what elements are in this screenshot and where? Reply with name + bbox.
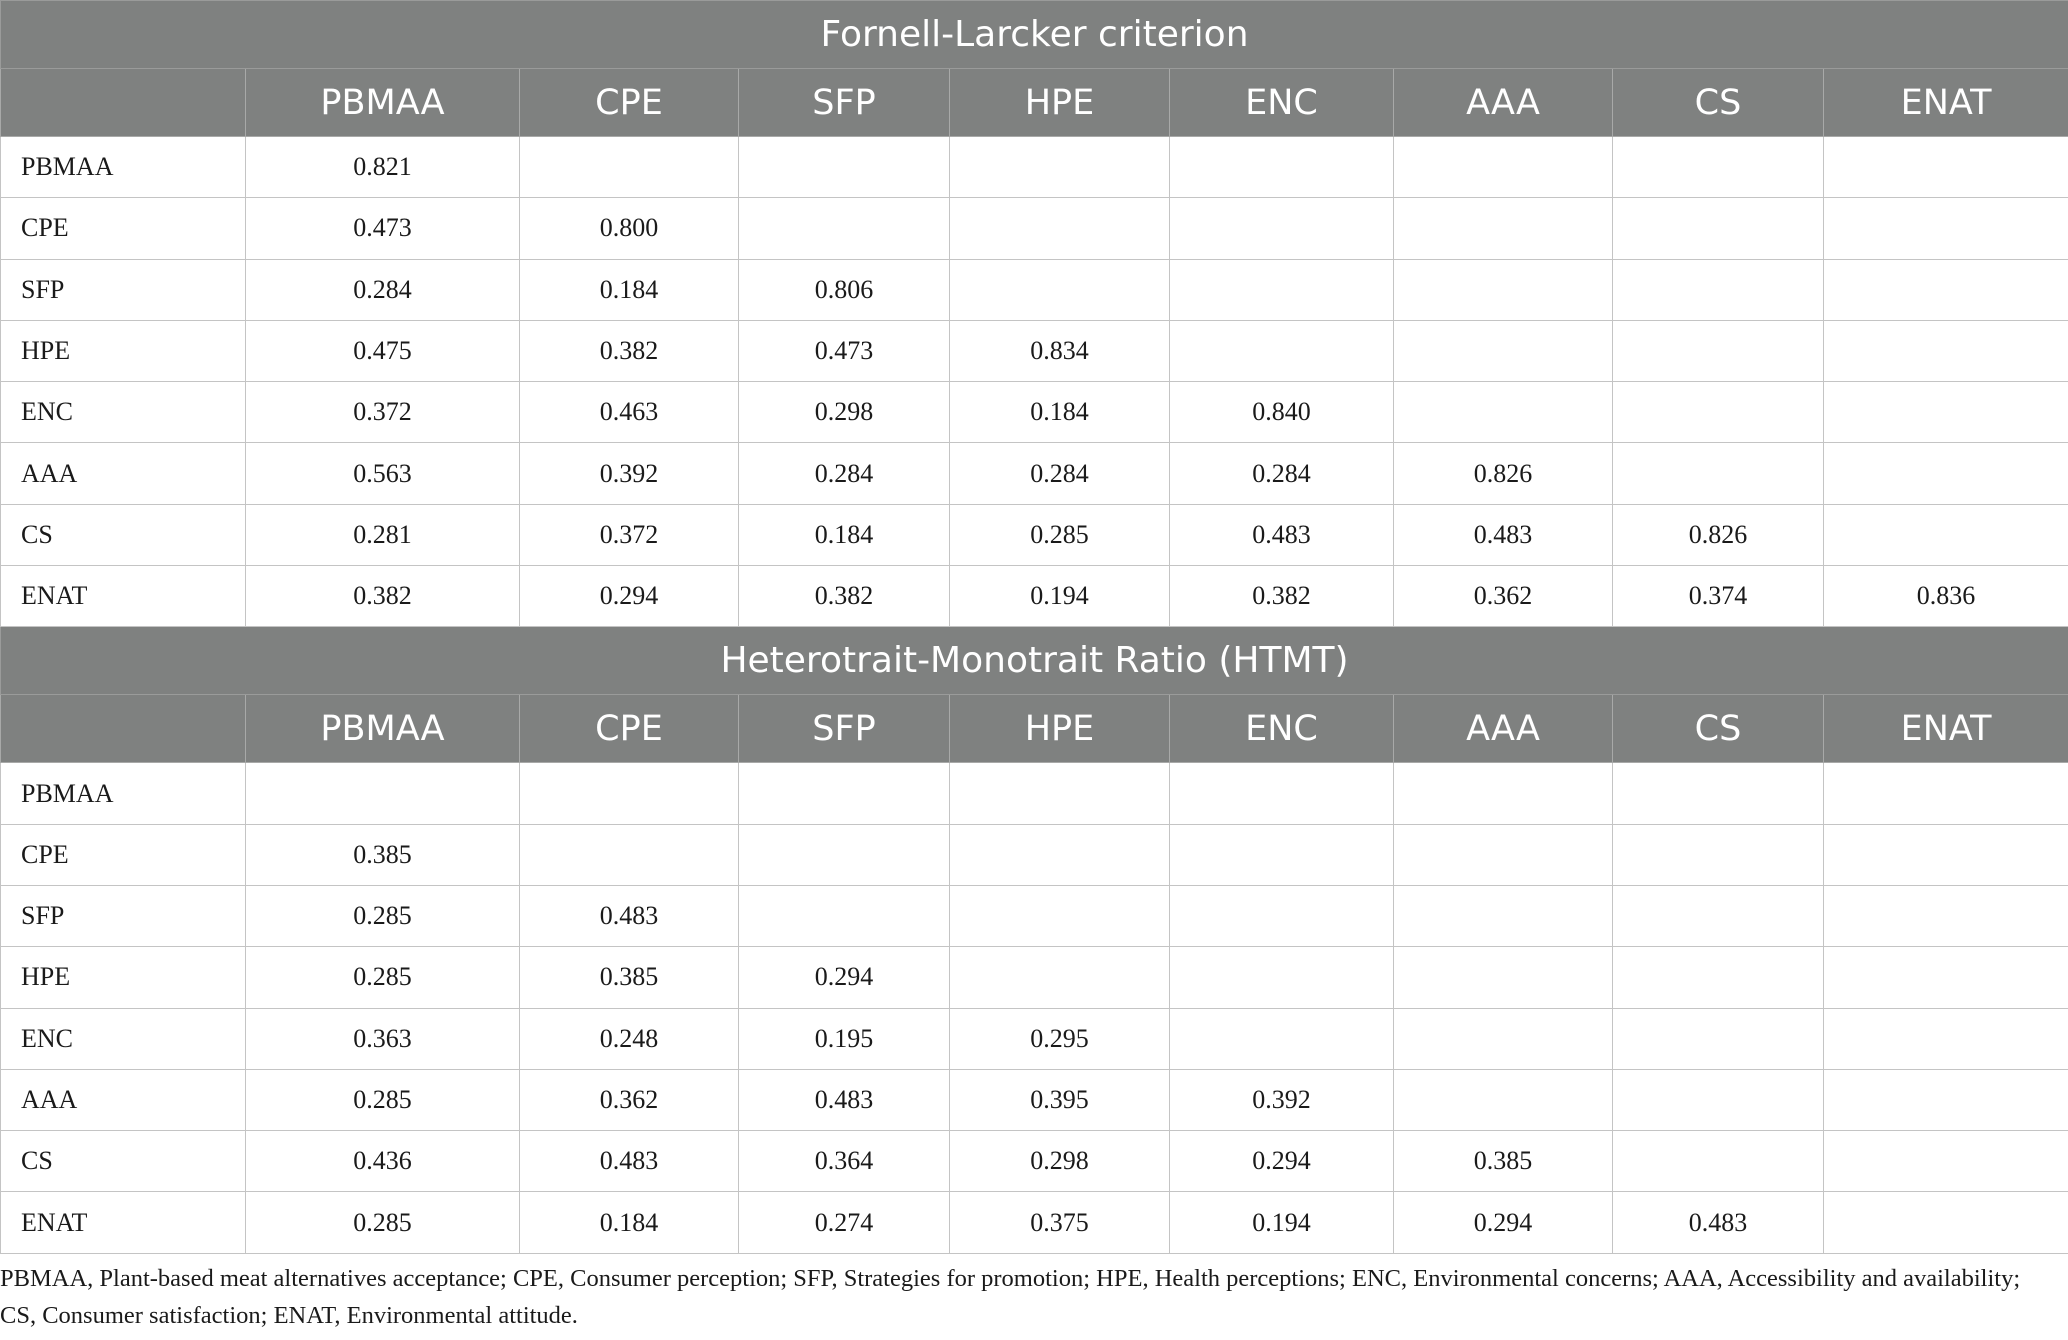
table-cell: 0.195 xyxy=(739,1008,950,1069)
column-header-row xyxy=(1,695,2068,763)
table-cell xyxy=(1613,1008,1824,1069)
row-label: ENC xyxy=(1,1008,246,1069)
header-corner-cell xyxy=(1,695,246,763)
table-cell: 0.285 xyxy=(246,1192,520,1253)
table-cell: 0.184 xyxy=(520,259,739,320)
table-cell xyxy=(1613,1131,1824,1192)
column-header: HPE xyxy=(950,695,1170,763)
table-cell: 0.483 xyxy=(1394,504,1613,565)
table-row xyxy=(1,259,2068,320)
table-cell: 0.362 xyxy=(520,1069,739,1130)
table-cell: 0.295 xyxy=(950,1008,1170,1069)
table-cell: 0.395 xyxy=(950,1069,1170,1130)
table-cell: 0.284 xyxy=(1170,443,1394,504)
table-row xyxy=(1,763,2068,824)
row-label: HPE xyxy=(1,320,246,381)
table-cell xyxy=(1170,885,1394,946)
table-cell xyxy=(1394,382,1613,443)
table-row xyxy=(1,504,2068,565)
column-header-row xyxy=(1,69,2068,137)
column-header: ENC xyxy=(1170,695,1394,763)
table-cell xyxy=(1170,259,1394,320)
table-cell: 0.382 xyxy=(520,320,739,381)
section-title: Fornell-Larcker criterion xyxy=(1,1,2068,69)
table-cell xyxy=(1613,443,1824,504)
row-label: ENC xyxy=(1,382,246,443)
table-cell: 0.372 xyxy=(520,504,739,565)
table-cell: 0.806 xyxy=(739,259,950,320)
table-cell: 0.382 xyxy=(1170,566,1394,627)
column-header: ENAT xyxy=(1824,69,2068,137)
column-header: CPE xyxy=(520,695,739,763)
table-cell: 0.363 xyxy=(246,1008,520,1069)
table-cell xyxy=(1170,198,1394,259)
column-header: PBMAA xyxy=(246,695,520,763)
table-row xyxy=(1,824,2068,885)
table-cell xyxy=(1170,137,1394,198)
table-cell: 0.294 xyxy=(739,947,950,1008)
table-cell xyxy=(950,885,1170,946)
table-cell: 0.372 xyxy=(246,382,520,443)
column-header: HPE xyxy=(950,69,1170,137)
table-cell: 0.285 xyxy=(246,885,520,946)
row-label: ENAT xyxy=(1,1192,246,1253)
table-cell xyxy=(1394,1069,1613,1130)
table-body xyxy=(1,1,2068,1254)
table-cell xyxy=(1170,1008,1394,1069)
table-cell: 0.385 xyxy=(246,824,520,885)
table-row xyxy=(1,1008,2068,1069)
row-label: CS xyxy=(1,504,246,565)
table-cell: 0.294 xyxy=(520,566,739,627)
table-cell: 0.184 xyxy=(739,504,950,565)
table-cell xyxy=(1613,947,1824,1008)
table-cell xyxy=(1613,824,1824,885)
row-label: AAA xyxy=(1,1069,246,1130)
table-cell: 0.463 xyxy=(520,382,739,443)
column-header: AAA xyxy=(1394,695,1613,763)
column-header: CS xyxy=(1613,695,1824,763)
table-cell xyxy=(1824,259,2068,320)
table-cell xyxy=(739,198,950,259)
column-header: CS xyxy=(1613,69,1824,137)
table-cell: 0.364 xyxy=(739,1131,950,1192)
table-row xyxy=(1,137,2068,198)
table-cell: 0.483 xyxy=(520,1131,739,1192)
column-header: PBMAA xyxy=(246,69,520,137)
table-cell: 0.473 xyxy=(739,320,950,381)
row-label: PBMAA xyxy=(1,137,246,198)
table-row xyxy=(1,320,2068,381)
table-cell: 0.284 xyxy=(739,443,950,504)
table-cell: 0.248 xyxy=(520,1008,739,1069)
table-cell: 0.184 xyxy=(950,382,1170,443)
row-label: CPE xyxy=(1,824,246,885)
table-cell: 0.294 xyxy=(1394,1192,1613,1253)
table-cell xyxy=(739,824,950,885)
table-cell xyxy=(1613,320,1824,381)
table-cell: 0.194 xyxy=(950,566,1170,627)
table-cell: 0.374 xyxy=(1613,566,1824,627)
table-cell: 0.284 xyxy=(246,259,520,320)
table-cell: 0.194 xyxy=(1170,1192,1394,1253)
table-cell xyxy=(1824,1069,2068,1130)
table-cell xyxy=(1613,382,1824,443)
table-cell: 0.285 xyxy=(246,947,520,1008)
table-cell: 0.274 xyxy=(739,1192,950,1253)
table-cell: 0.375 xyxy=(950,1192,1170,1253)
table-cell xyxy=(520,763,739,824)
column-header: AAA xyxy=(1394,69,1613,137)
table-cell xyxy=(1824,824,2068,885)
table-cell: 0.382 xyxy=(739,566,950,627)
section-title-row xyxy=(1,1,2068,69)
table-cell xyxy=(1170,947,1394,1008)
row-label: CS xyxy=(1,1131,246,1192)
section-title-row xyxy=(1,627,2068,695)
table-cell xyxy=(1394,137,1613,198)
table-cell: 0.475 xyxy=(246,320,520,381)
table-cell: 0.294 xyxy=(1170,1131,1394,1192)
table-row xyxy=(1,443,2068,504)
table-row xyxy=(1,1131,2068,1192)
row-label: HPE xyxy=(1,947,246,1008)
table-cell xyxy=(739,763,950,824)
table-cell xyxy=(1613,198,1824,259)
table-cell xyxy=(950,824,1170,885)
table-row xyxy=(1,198,2068,259)
table-cell: 0.281 xyxy=(246,504,520,565)
table-row xyxy=(1,947,2068,1008)
table-cell xyxy=(950,137,1170,198)
column-header: SFP xyxy=(739,695,950,763)
table-cell: 0.840 xyxy=(1170,382,1394,443)
column-header: ENAT xyxy=(1824,695,2068,763)
table-cell xyxy=(520,824,739,885)
table-cell xyxy=(1394,947,1613,1008)
row-label: ENAT xyxy=(1,566,246,627)
table-cell: 0.392 xyxy=(520,443,739,504)
table-row xyxy=(1,1069,2068,1130)
table-cell xyxy=(950,763,1170,824)
table-cell: 0.826 xyxy=(1613,504,1824,565)
table-cell xyxy=(1613,259,1824,320)
table-row xyxy=(1,885,2068,946)
table-row xyxy=(1,382,2068,443)
column-header: CPE xyxy=(520,69,739,137)
table-cell xyxy=(1613,1069,1824,1130)
table-cell xyxy=(1394,824,1613,885)
table-cell: 0.483 xyxy=(1170,504,1394,565)
table-cell: 0.800 xyxy=(520,198,739,259)
table-cell xyxy=(1394,1008,1613,1069)
table-cell xyxy=(1613,885,1824,946)
table-cell xyxy=(1824,382,2068,443)
table-cell xyxy=(1170,320,1394,381)
table-cell xyxy=(950,947,1170,1008)
table-cell xyxy=(1824,1131,2068,1192)
table-cell: 0.385 xyxy=(1394,1131,1613,1192)
table-cell: 0.298 xyxy=(739,382,950,443)
table-row xyxy=(1,566,2068,627)
table-cell: 0.392 xyxy=(1170,1069,1394,1130)
column-header: ENC xyxy=(1170,69,1394,137)
table-cell: 0.826 xyxy=(1394,443,1613,504)
table-cell: 0.483 xyxy=(1613,1192,1824,1253)
row-label: CPE xyxy=(1,198,246,259)
table-cell xyxy=(1824,443,2068,504)
table-cell: 0.285 xyxy=(950,504,1170,565)
table-cell: 0.834 xyxy=(950,320,1170,381)
table-cell xyxy=(520,137,739,198)
table-cell: 0.473 xyxy=(246,198,520,259)
table-cell xyxy=(1394,198,1613,259)
table-cell: 0.821 xyxy=(246,137,520,198)
column-header: SFP xyxy=(739,69,950,137)
table-cell xyxy=(950,198,1170,259)
table-cell xyxy=(1824,320,2068,381)
table-cell: 0.284 xyxy=(950,443,1170,504)
table-cell: 0.436 xyxy=(246,1131,520,1192)
table-cell xyxy=(1824,1192,2068,1253)
section-title: Heterotrait-Monotrait Ratio (HTMT) xyxy=(1,627,2068,695)
table-cell: 0.382 xyxy=(246,566,520,627)
table-cell xyxy=(246,763,520,824)
row-label: SFP xyxy=(1,885,246,946)
table-cell xyxy=(1170,763,1394,824)
table-cell xyxy=(1824,504,2068,565)
table-cell: 0.285 xyxy=(246,1069,520,1130)
row-label: SFP xyxy=(1,259,246,320)
table-cell: 0.836 xyxy=(1824,566,2068,627)
table-cell xyxy=(1824,763,2068,824)
table-cell: 0.184 xyxy=(520,1192,739,1253)
table-cell xyxy=(1824,885,2068,946)
table-cell xyxy=(1170,824,1394,885)
table-cell xyxy=(1613,137,1824,198)
table-cell xyxy=(739,137,950,198)
row-label: PBMAA xyxy=(1,763,246,824)
table-cell xyxy=(1394,320,1613,381)
table-cell xyxy=(1824,947,2068,1008)
table-footnote: PBMAA, Plant-based meat alternatives acceptance; CPE, Consumer perception; SFP, Strategies for promotion; HPE, Health perceptions; ENC, Environmental concerns; AAA, Accessibility and availability; CS, Consumer satisfaction; ENAT, Environmental attitude. xyxy=(0,1264,2021,1329)
table-cell xyxy=(1394,259,1613,320)
table-cell xyxy=(1824,1008,2068,1069)
table-cell xyxy=(739,885,950,946)
table-cell: 0.298 xyxy=(950,1131,1170,1192)
table-cell xyxy=(1824,137,2068,198)
table-cell: 0.385 xyxy=(520,947,739,1008)
table-cell: 0.563 xyxy=(246,443,520,504)
table-cell xyxy=(1394,885,1613,946)
header-corner-cell xyxy=(1,69,246,137)
table-cell xyxy=(950,259,1170,320)
table-cell: 0.483 xyxy=(520,885,739,946)
table-cell: 0.362 xyxy=(1394,566,1613,627)
row-label: AAA xyxy=(1,443,246,504)
table-cell: 0.483 xyxy=(739,1069,950,1130)
table-cell xyxy=(1613,763,1824,824)
table-row xyxy=(1,1192,2068,1253)
table-cell xyxy=(1394,763,1613,824)
table-cell xyxy=(1824,198,2068,259)
